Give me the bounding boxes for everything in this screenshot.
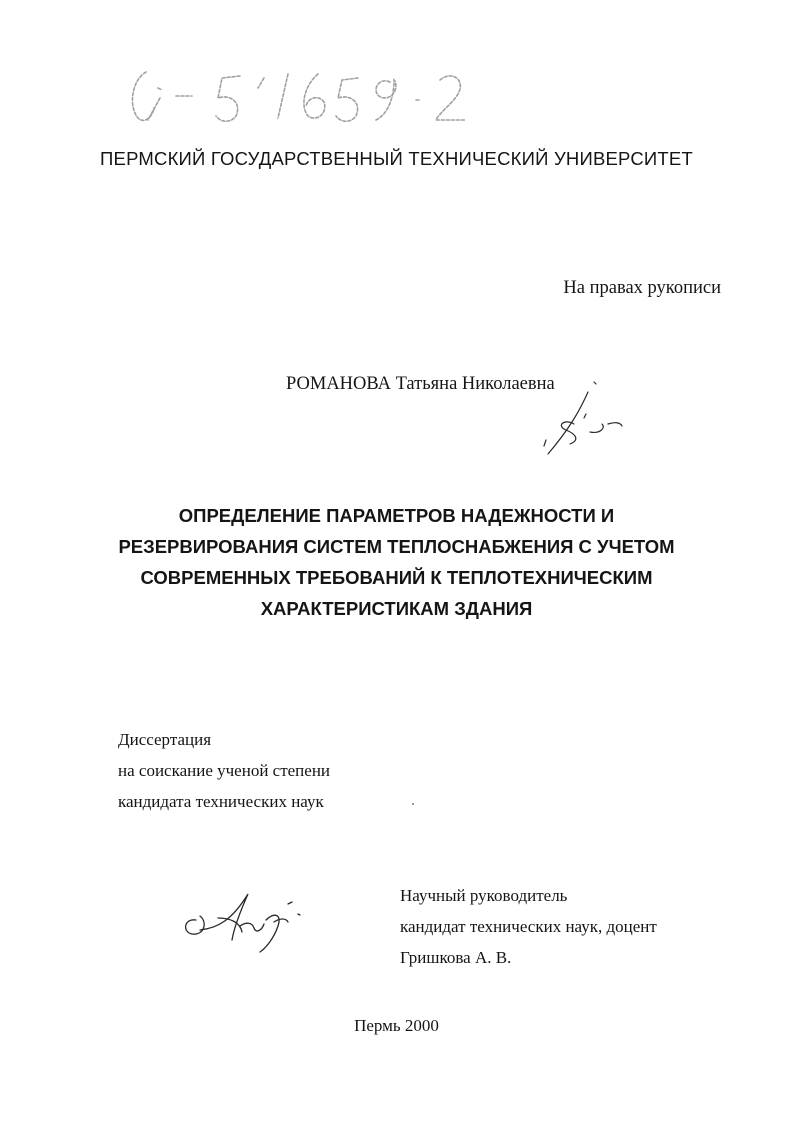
manuscript-rights-note: На правах рукописи [563, 278, 721, 298]
catalog-stamp-handwriting [118, 58, 598, 138]
supervisor-signature [178, 882, 313, 954]
supervisor-line-3: Гришкова А. В. [400, 948, 512, 967]
university-name: ПЕРМСКИЙ ГОСУДАРСТВЕННЫЙ ТЕХНИЧЕСКИЙ УНИВЕРСИТЕТ [100, 148, 693, 169]
degree-line-3: кандидата технических наук [118, 792, 324, 811]
supervisor-line-1: Научный руководитель [400, 886, 568, 905]
paper-speck [412, 803, 414, 805]
degree-line-2: на соискание ученой степени [118, 761, 331, 780]
author-signature [530, 380, 640, 462]
dissertation-title [80, 500, 713, 624]
degree-line-1: Диссертация [118, 730, 212, 749]
title-line-1: ОПРЕДЕЛЕНИЕ ПАРАМЕТРОВ НАДЕЖНОСТИ И [178, 505, 615, 526]
degree-statement [118, 728, 330, 821]
title-line-2: РЕЗЕРВИРОВАНИЯ СИСТЕМ ТЕПЛОСНАБЖЕНИЯ С УЧЕТОМ [118, 536, 675, 557]
supervisor-line-2: кандидат технических наук, доцент [400, 917, 657, 936]
author-name: РОМАНОВА Татьяна Николаевна [286, 374, 555, 394]
place-and-year: Пермь 2000 [354, 1016, 439, 1035]
scientific-supervisor [400, 884, 657, 977]
title-line-4: ХАРАКТЕРИСТИКАМ ЗДАНИЯ [260, 598, 533, 619]
title-line-3: СОВРЕМЕННЫХ ТРЕБОВАНИЙ К ТЕПЛОТЕХНИЧЕСКИМ [140, 567, 653, 588]
